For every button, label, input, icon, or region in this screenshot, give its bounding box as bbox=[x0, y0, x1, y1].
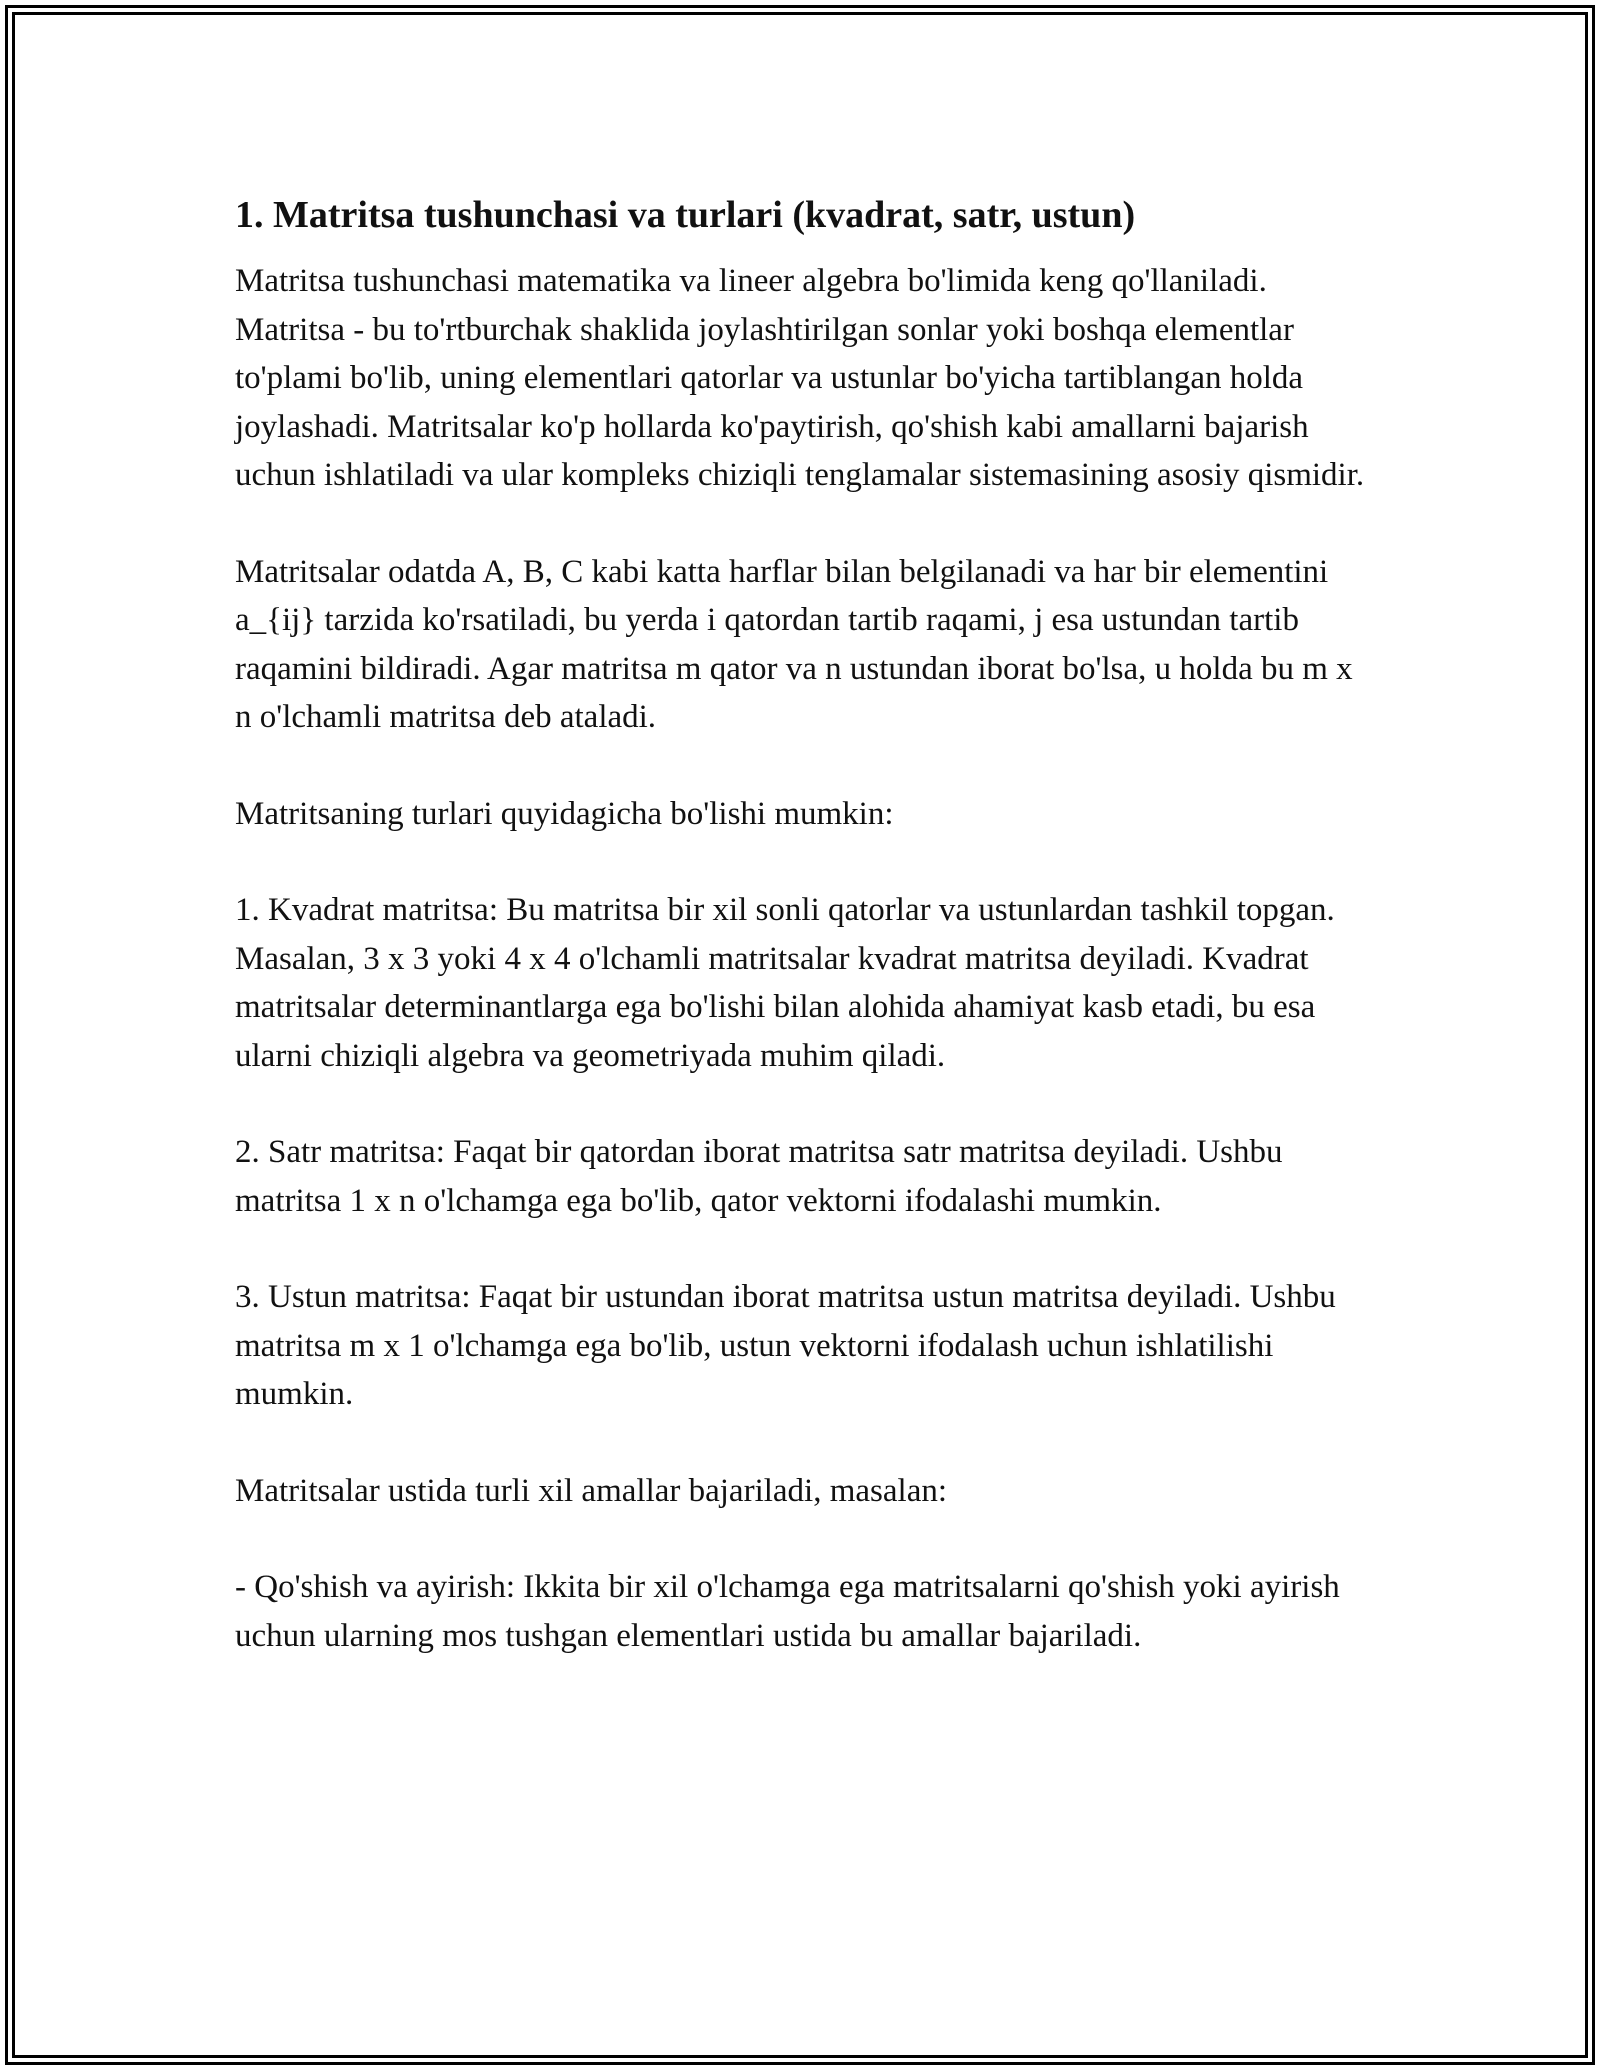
paragraph-column-matrix: 3. Ustun matritsa: Faqat bir ustundan iborat matritsa ustun matritsa deyiladi. Ushbu matritsa m x 1 o'lchamga ega bo'lib, ustun vektorni ifodalash uchun ishlatilishi mumkin. bbox=[235, 1279, 1336, 1412]
paragraph-matrix-types-intro: Matritsaning turlari quyidagicha bo'lishi mumkin: bbox=[235, 795, 894, 832]
section-title: 1. Matritsa tushunchasi va turlari (kvadrat, satr, ustun) bbox=[235, 194, 1136, 236]
paragraph-row-matrix: 2. Satr matritsa: Faqat bir qatordan iborat matritsa satr matritsa deyiladi. Ushbu matritsa 1 x n o'lchamga ega bo'lib, qator vektorni ifodalashi mumkin. bbox=[235, 1134, 1283, 1219]
paragraph-operations-intro: Matritsalar ustida turli xil amallar bajariladi, masalan: bbox=[235, 1472, 948, 1509]
document-body bbox=[235, 187, 1375, 1708]
paragraph-square-matrix: 1. Kvadrat matritsa: Bu matritsa bir xil sonli qatorlar va ustunlardan tashkil topgan. Masalan, 3 x 3 yoki 4 x 4 o'lchamli matritsalar kvadrat matritsa deyiladi. Kvadrat matritsalar determinantlarga ega bo'lishi bilan alohida ahamiyat kasb etadi, bu esa ularni chiziqli algebra va geometriyada muhim qiladi. bbox=[235, 892, 1335, 1074]
paragraph-matrix-definition: Matritsa tushunchasi matematika va lineer algebra bo'limida keng qo'llaniladi. Matritsa - bu to'rtburchak shaklida joylashtirilgan sonlar yoki boshqa elementlar to'plami bo'lib, uning elementlari qatorlar va ustunlar bo'yicha tartiblangan holda joylashadi. Matritsalar ko'p hollarda ko'paytirish, qo'shish kabi amallarni bajarish uchun ishlatiladi va ular kompleks chiziqli tenglamalar sistemasining asosiy qismidir. bbox=[235, 263, 1365, 493]
paragraph-addition-subtraction: - Qo'shish va ayirish: Ikkita bir xil o'lchamga ega matritsalarni qo'shish yoki ayirish uchun ularning mos tushgan elementlari ustida bu amallar bajariladi. bbox=[235, 1569, 1340, 1654]
paragraph-matrix-notation: Matritsalar odatda A, B, C kabi katta harflar bilan belgilanadi va har bir elementini a_{ij} tarzida ko'rsatiladi, bu yerda i qatordan tartib raqami, j esa ustundan tartib raqamini bildiradi. Agar matritsa m qator va n ustundan iborat bo'lsa, u holda bu m x n o'lchamli matritsa deb ataladi. bbox=[235, 553, 1353, 735]
